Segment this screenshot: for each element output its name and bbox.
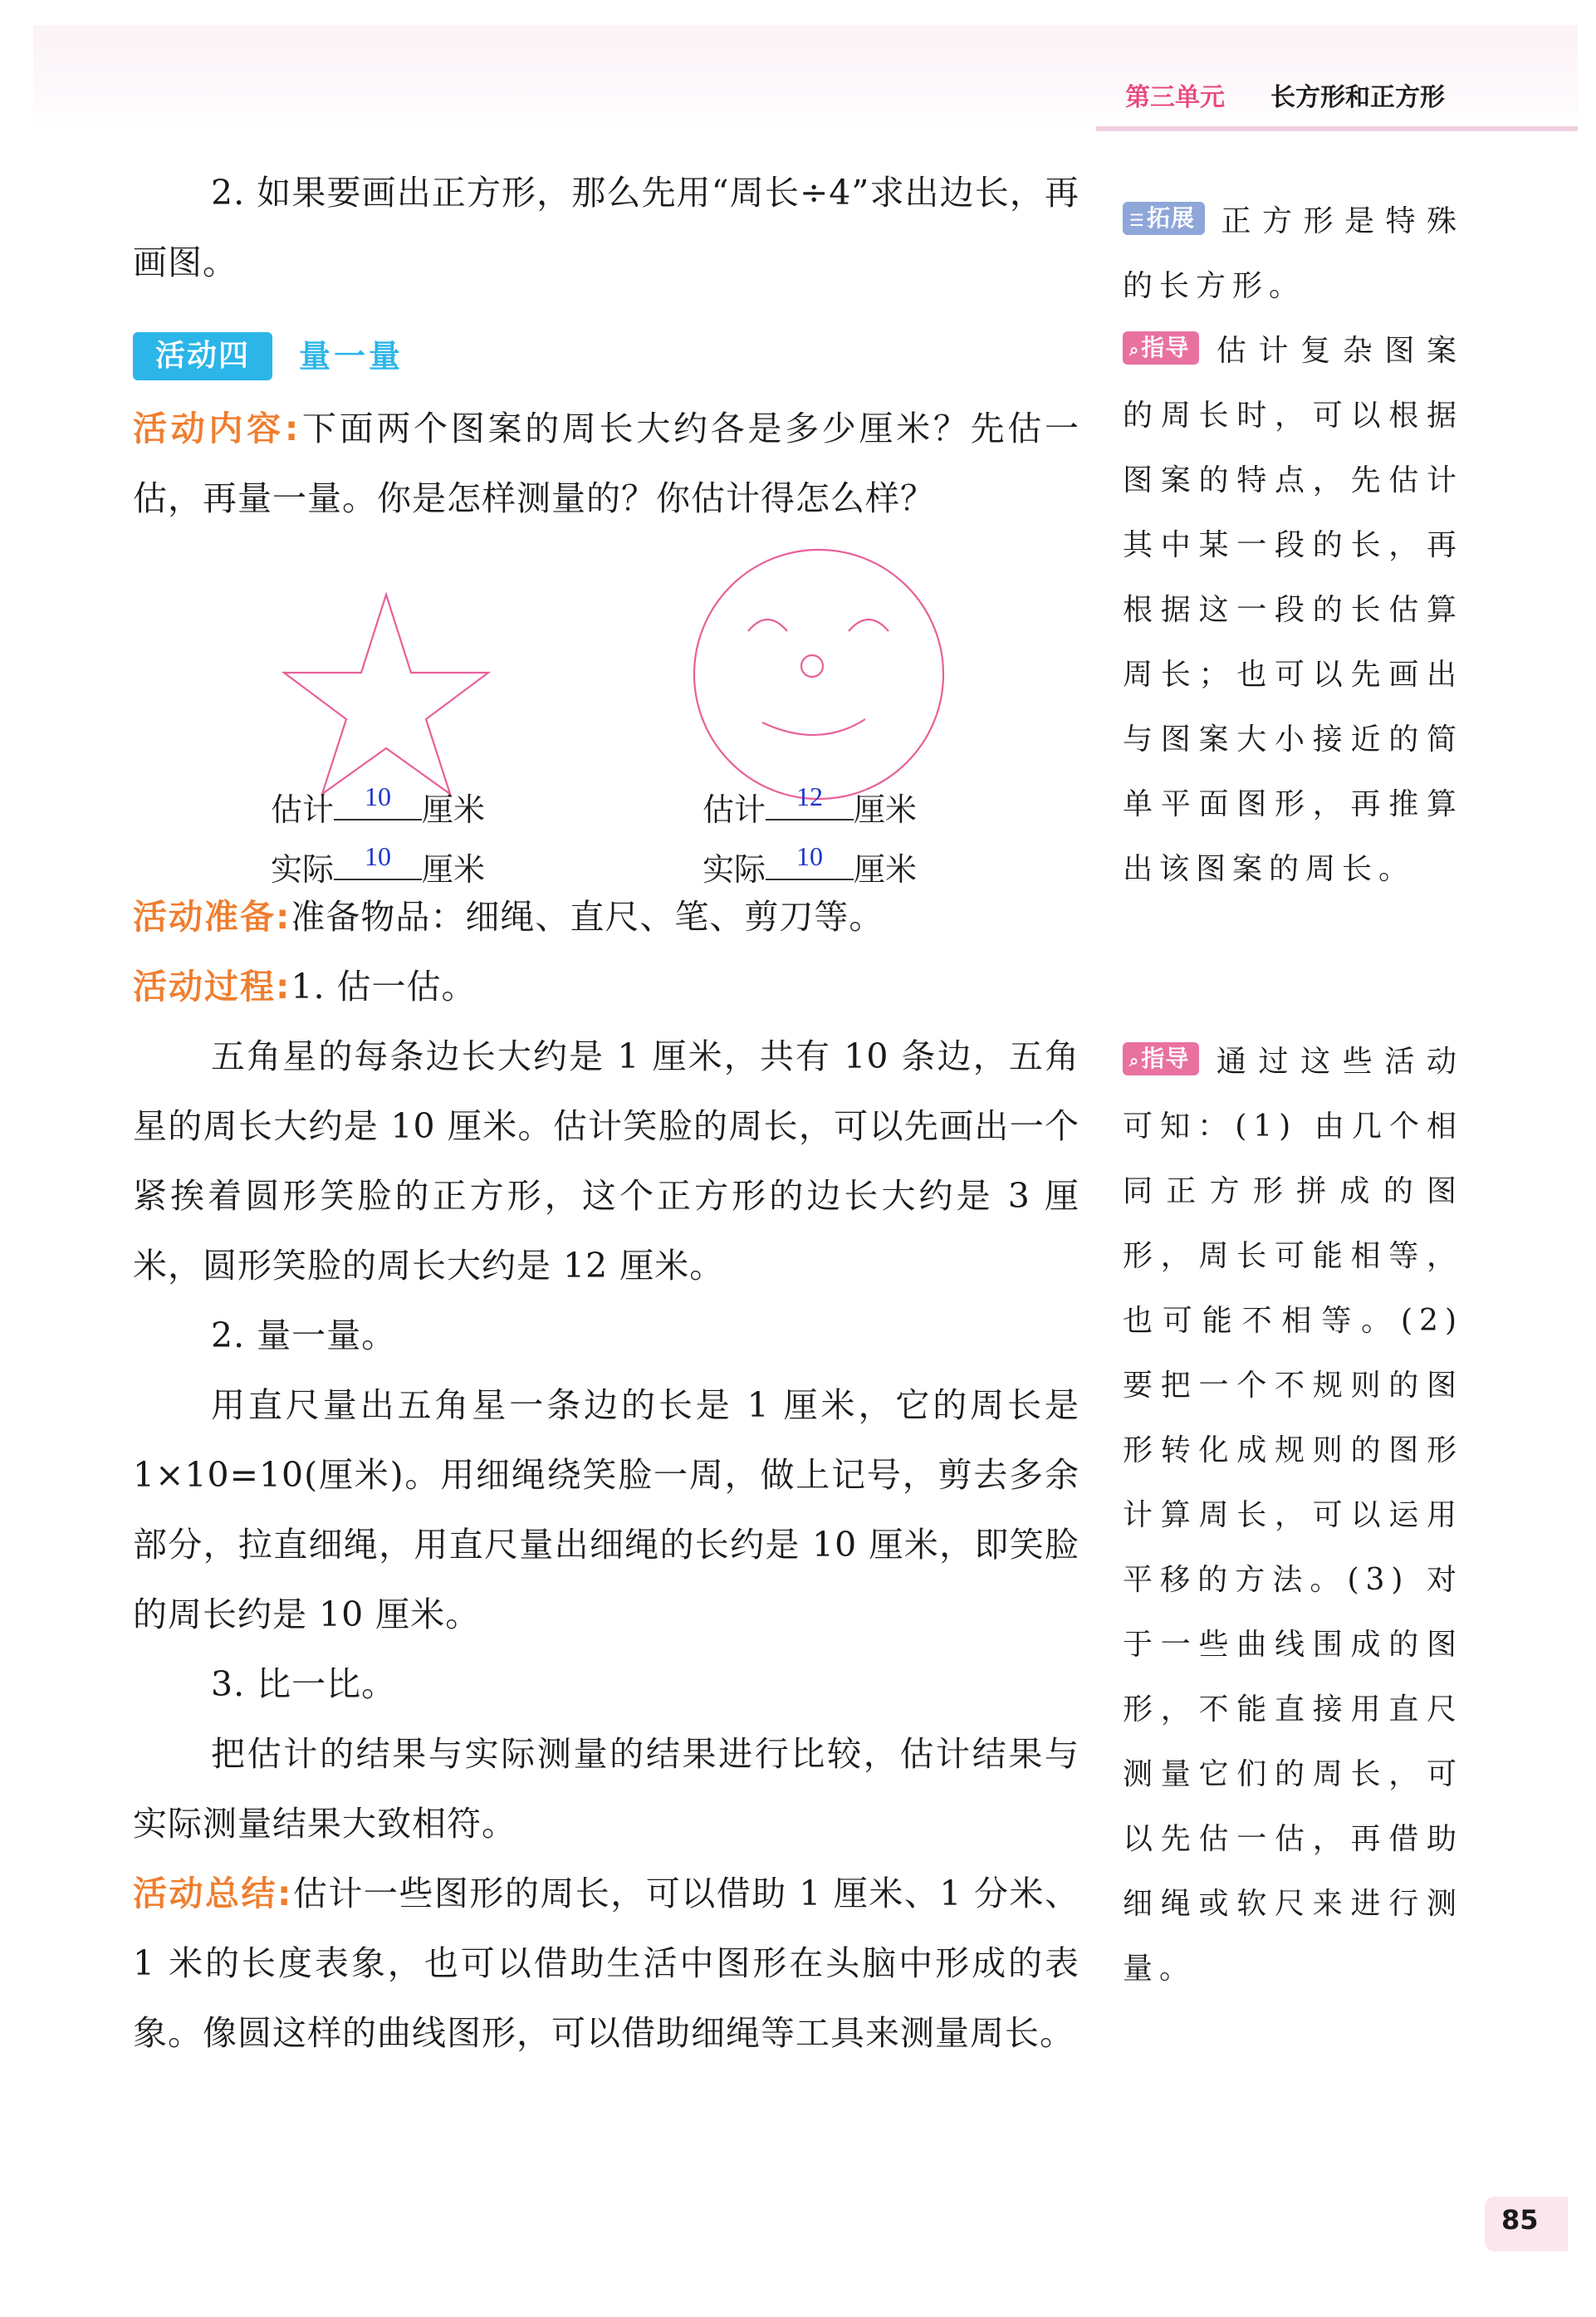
- sidebar-guide-note-2: [1123, 1030, 1463, 2001]
- content-text: 下面两个图案的周长大约各是多少厘米？先估一估，再量一量。你是怎样测量的？你估计得怎么样？: [133, 409, 1080, 518]
- guide2-paragraph: [1123, 1030, 1463, 2001]
- process-paragraph: [133, 952, 1080, 1021]
- summary-label: 活动总结:: [133, 1874, 293, 1913]
- step3-paragraph: 把估计的结果与实际测量的结果进行比较，估计结果与实际测量结果大致相符。: [133, 1734, 1080, 1844]
- smile-actual-label: 实际: [703, 851, 766, 888]
- summary-text: 估计一些图形的周长，可以借助 1 厘米、1 分米、1 米的长度表象，也可以借助生活中图形在头脑中形成的表象。像圆这样的曲线图形，可以借助细绳等工具来测量周长。: [133, 1874, 1080, 2053]
- step3-title: 3. 比一比。: [211, 1664, 397, 1704]
- star-estimate-unit: 厘米: [422, 791, 486, 828]
- star-actual-row: [271, 842, 485, 890]
- header-rule: [1096, 126, 1578, 131]
- expand-tag-label: 拓展: [1146, 204, 1195, 232]
- smile-estimate-row: [703, 782, 917, 830]
- star-shape: [284, 595, 488, 794]
- smile-estimate-label: 估计: [703, 791, 766, 828]
- step2-title: 2. 量一量。: [211, 1315, 397, 1355]
- prepare-text: 准备物品：细绳、直尺、笔、剪刀等。: [291, 897, 884, 937]
- star-actual-answer: 10: [365, 841, 392, 871]
- smiley-right-eye: [849, 620, 889, 631]
- smile-actual-answer: 10: [796, 841, 824, 871]
- process-label: 活动过程:: [133, 967, 291, 1007]
- sidebar-expand-note: [1123, 189, 1463, 319]
- guide1-tag: [1123, 331, 1199, 365]
- guide1-tag-label: 指导: [1141, 334, 1190, 361]
- smile-actual-unit: 厘米: [854, 851, 918, 888]
- expand-paragraph: [1123, 189, 1463, 319]
- content-paragraph: [133, 394, 1080, 533]
- chapter-title: 长方形和正方形: [1270, 83, 1445, 112]
- smiley-nose: [801, 655, 823, 677]
- star-actual-blank: [334, 842, 422, 880]
- activity-title: 量一量: [299, 338, 404, 375]
- star-estimate-blank: [334, 782, 422, 821]
- main-column: [133, 158, 1080, 2068]
- step1-paragraph: 五角星的每条边长大约是 1 厘米，共有 10 条边，五角星的周长大约是 10 厘米。估计笑脸的周长，可以先画出一个紧挨着圆形笑脸的正方形，这个正方形的边长大约是 3 厘米，圆形笑脸的周长大约是 12 厘米。: [133, 1036, 1080, 1286]
- expand-text: 正方形是特殊的长方形。: [1123, 204, 1463, 303]
- star-actual-unit: 厘米: [422, 851, 486, 888]
- star-actual-label: 实际: [271, 851, 335, 888]
- star-estimate-label: 估计: [271, 791, 335, 828]
- activity-badge: 活动四: [133, 332, 272, 380]
- figures-area: [133, 533, 1080, 888]
- guide2-text: 通过这些活动可知：(1) 由几个相同正方形拼成的图形，周长可能相等，也可能不相等。(2) 要把一个不规则的图形转化成规则的图形计算周长，可以运用平移的方法。(3) 对于一些曲线围成的图形，不能直接用直尺测量它们的周长，可以先估一估，再借助细绳或软尺来进行测量。: [1123, 1045, 1463, 1986]
- smile-actual-blank: [766, 842, 854, 880]
- smile-actual-row: [703, 842, 917, 890]
- star-figure: [274, 588, 498, 804]
- content-label: 活动内容:: [133, 409, 301, 448]
- unit-title: 第三单元: [1125, 83, 1225, 112]
- expand-tag: [1123, 202, 1205, 235]
- prepare-label: 活动准备:: [133, 897, 291, 937]
- guide2-tag-label: 指导: [1141, 1045, 1190, 1072]
- summary-paragraph: [133, 1859, 1080, 2068]
- smiley-mouth: [762, 719, 865, 735]
- magnifier-icon: ⌕: [1129, 1051, 1140, 1070]
- smile-estimate-blank: [766, 782, 854, 821]
- guide1-text: 估计复杂图案的周长时，可以根据图案的特点，先估计其中某一段的长，再根据这一段的长估算周长；也可以先画出与图案大小接近的简单平面图形，再推算出该图案的周长。: [1123, 334, 1463, 886]
- magnifier-icon: ⌕: [1129, 340, 1140, 360]
- star-estimate-answer: 10: [365, 781, 392, 811]
- guide1-paragraph: [1123, 319, 1463, 902]
- prepare-paragraph: [133, 882, 1080, 952]
- step1-title: 1. 估一估。: [291, 967, 477, 1007]
- step2-paragraph: 用直尺量出五角星一条边的长是 1 厘米，它的周长是 1×10=10(厘米)。用细绳绕笑脸一周，做上记号，剪去多余部分，拉直细绳，用直尺量出细绳的长约是 10 厘米，即笑脸的周长约是 10 厘米。: [133, 1385, 1080, 1634]
- expand-icon: ☰: [1129, 210, 1145, 230]
- guide2-tag: [1123, 1042, 1199, 1075]
- sidebar-guide-note-1: [1123, 319, 1463, 902]
- intro-paragraph: 2. 如果要画出正方形，那么先用“周长÷4”求出边长，再画图。: [133, 173, 1080, 282]
- smiley-figure: [686, 541, 952, 807]
- smile-estimate-unit: 厘米: [854, 791, 918, 828]
- smiley-left-eye: [748, 620, 787, 631]
- smile-estimate-answer: 12: [796, 781, 824, 811]
- page-number: 85: [1501, 2204, 1539, 2236]
- activity-heading: [133, 324, 1080, 390]
- star-estimate-row: [271, 782, 485, 830]
